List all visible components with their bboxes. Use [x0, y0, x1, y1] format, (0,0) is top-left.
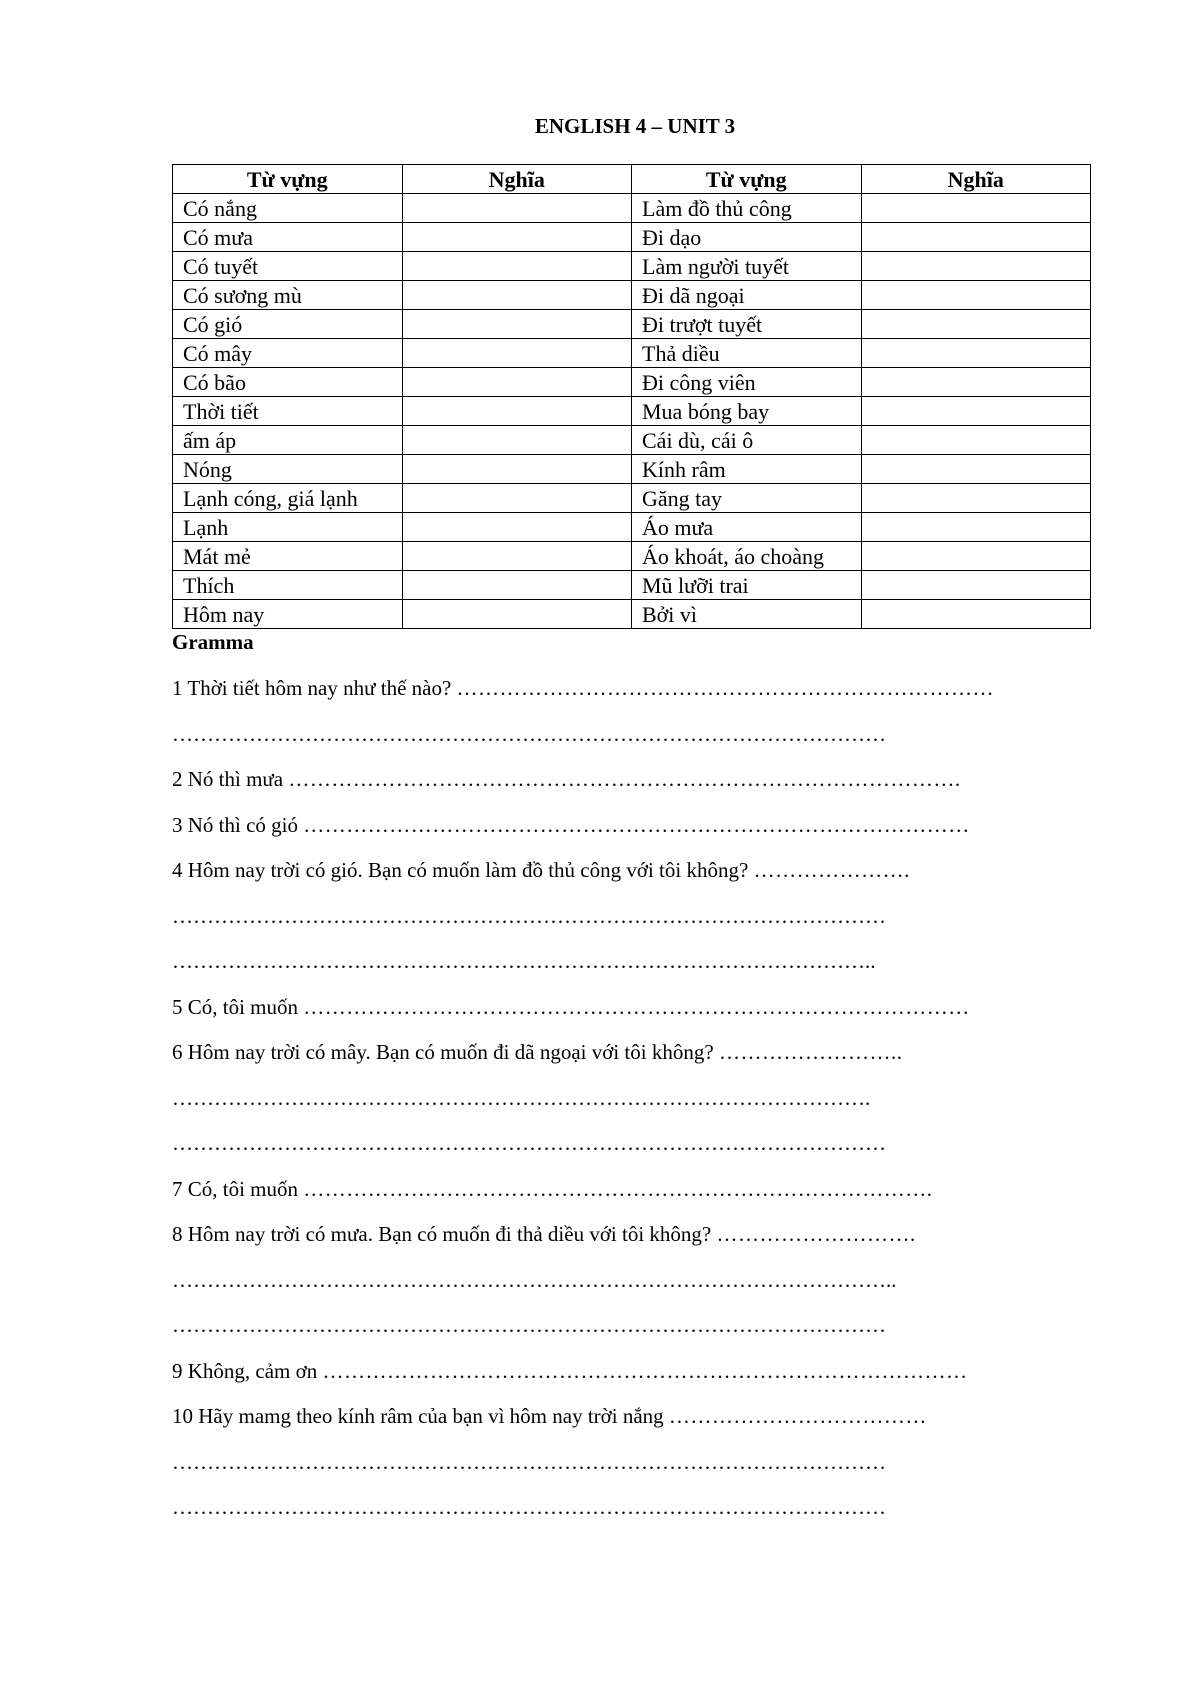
grammar-item [172, 1404, 927, 1429]
grammar-item [172, 1040, 902, 1065]
meaning-answer-cell[interactable] [861, 455, 1091, 484]
meaning-answer-cell[interactable] [861, 368, 1091, 397]
vocab-cell: Thả diều [632, 339, 862, 368]
grammar-item [172, 813, 970, 838]
meaning-answer-cell[interactable] [861, 194, 1091, 223]
grammar-item [172, 1222, 916, 1247]
grammar-heading: Gramma [172, 630, 254, 654]
meaning-answer-cell[interactable] [861, 513, 1091, 542]
vocab-cell: Cái dù, cái ô [632, 426, 862, 455]
grammar-question-text: 9 Không, cảm ơn [172, 1358, 318, 1383]
answer-blank-line[interactable]: ………………………………………………………………………………………… [172, 721, 886, 746]
table-row [173, 339, 1091, 368]
header-meaning-2: Nghĩa [861, 165, 1091, 194]
table-row [173, 281, 1091, 310]
meaning-answer-cell[interactable] [402, 339, 632, 368]
meaning-answer-cell[interactable] [861, 252, 1091, 281]
vocab-cell: Có mưa [173, 223, 403, 252]
answer-blank-line[interactable]: ……………………………………………………………………………………….. [172, 949, 876, 973]
table-row [173, 571, 1091, 600]
meaning-answer-cell[interactable] [402, 281, 632, 310]
vocab-cell: Có tuyết [173, 252, 403, 281]
meaning-answer-cell[interactable] [861, 397, 1091, 426]
vocab-cell: Hôm nay [173, 600, 403, 629]
vocab-cell: Thích [173, 571, 403, 600]
meaning-answer-cell[interactable] [402, 513, 632, 542]
vocab-cell: Mát mẻ [173, 542, 403, 571]
meaning-answer-cell[interactable] [861, 223, 1091, 252]
grammar-question-text: 8 Hôm nay trời có mưa. Bạn có muốn đi thả diều với tôi không? [172, 1222, 712, 1246]
vocab-cell: Mua bóng bay [632, 397, 862, 426]
header-vocab-2: Từ vựng [632, 165, 862, 194]
vocab-cell: Bởi vì [632, 600, 862, 629]
grammar-item [172, 1177, 933, 1202]
answer-blank[interactable]: ……………………………………………………………………………… [322, 1358, 968, 1383]
grammar-question-text: 2 Nó thì mưa [172, 767, 284, 791]
table-row [173, 426, 1091, 455]
table-row [173, 455, 1091, 484]
vocab-cell: Nóng [173, 455, 403, 484]
grammar-item [172, 858, 910, 883]
vocab-cell: ấm áp [173, 426, 403, 455]
meaning-answer-cell[interactable] [861, 484, 1091, 513]
vocab-cell: Lạnh [173, 513, 403, 542]
meaning-answer-cell[interactable] [402, 426, 632, 455]
meaning-answer-cell[interactable] [861, 571, 1091, 600]
answer-blank[interactable]: ………………………………………………………………… [456, 676, 995, 700]
grammar-item [172, 676, 994, 701]
table-row [173, 252, 1091, 281]
table-row [173, 223, 1091, 252]
table-row [173, 397, 1091, 426]
answer-blank-line[interactable]: ………………………………………………………………………………………… [172, 1313, 886, 1337]
answer-blank[interactable]: …………………………………………………………………………………. [288, 767, 961, 791]
grammar-question-text: 4 Hôm nay trời có gió. Bạn có muốn làm đồ thủ công với tôi không? [172, 858, 749, 882]
table-row [173, 194, 1091, 223]
table-row [173, 542, 1091, 571]
meaning-answer-cell[interactable] [402, 571, 632, 600]
meaning-answer-cell[interactable] [402, 600, 632, 629]
vocab-cell: Thời tiết [173, 397, 403, 426]
vocab-cell: Đi công viên [632, 368, 862, 397]
vocabulary-table [172, 164, 1091, 629]
answer-blank-line[interactable]: ………………………………………………………………………………………… [172, 903, 886, 928]
table-header-row [173, 165, 1091, 194]
meaning-answer-cell[interactable] [861, 310, 1091, 339]
table-row [173, 484, 1091, 513]
grammar-question-text: 5 Có, tôi muốn [172, 994, 299, 1019]
vocab-cell: Có gió [173, 310, 403, 339]
meaning-answer-cell[interactable] [861, 281, 1091, 310]
answer-blank[interactable]: ………………………………………………………………………………… [303, 994, 970, 1019]
grammar-question-text: 1 Thời tiết hôm nay như thế nào? [172, 676, 452, 700]
meaning-answer-cell[interactable] [861, 600, 1091, 629]
grammar-question-text: 7 Có, tôi muốn [172, 1176, 299, 1201]
answer-blank-line[interactable]: ………………………………………………………………………………………….. [172, 1267, 897, 1292]
grammar-item [172, 995, 970, 1020]
vocab-cell: Có sương mù [173, 281, 403, 310]
answer-blank-line[interactable]: ………………………………………………………………………………………… [172, 1131, 886, 1155]
vocab-cell: Đi dạo [632, 223, 862, 252]
table-row [173, 368, 1091, 397]
vocab-cell: Có bão [173, 368, 403, 397]
grammar-item [172, 1359, 968, 1384]
table-row [173, 310, 1091, 339]
meaning-answer-cell[interactable] [402, 484, 632, 513]
answer-blank[interactable]: …………………. [753, 858, 910, 882]
answer-blank[interactable]: ………………………………………………………………………………… [303, 812, 970, 837]
vocab-cell: Áo khoát, áo choàng [632, 542, 862, 571]
meaning-answer-cell[interactable] [402, 252, 632, 281]
vocab-cell: Lạnh cóng, giá lạnh [173, 484, 403, 513]
vocab-cell: Làm người tuyết [632, 252, 862, 281]
header-meaning-1: Nghĩa [402, 165, 632, 194]
meaning-answer-cell[interactable] [402, 542, 632, 571]
vocab-cell: Làm đồ thủ công [632, 194, 862, 223]
meaning-answer-cell[interactable] [402, 194, 632, 223]
table-row [173, 600, 1091, 629]
vocab-cell: Đi trượt tuyết [632, 310, 862, 339]
table-row [173, 513, 1091, 542]
meaning-answer-cell[interactable] [861, 542, 1091, 571]
grammar-question-text: 3 Nó thì có gió [172, 812, 298, 837]
answer-blank-line[interactable]: ………………………………………………………………………………………… [172, 1449, 886, 1474]
answer-blank[interactable]: ………………………. [716, 1222, 916, 1246]
vocab-cell: Có nắng [173, 194, 403, 223]
vocab-cell: Mũ lưỡi trai [632, 571, 862, 600]
meaning-answer-cell[interactable] [402, 310, 632, 339]
meaning-answer-cell[interactable] [861, 426, 1091, 455]
answer-blank-line[interactable]: ………………………………………………………………………………………… [172, 1495, 886, 1519]
page-title: ENGLISH 4 – UNIT 3 [534, 114, 736, 138]
header-vocab-1: Từ vựng [173, 165, 403, 194]
answer-blank[interactable]: ……………………………………………………………………………. [303, 1176, 933, 1201]
meaning-answer-cell[interactable] [402, 455, 632, 484]
vocab-cell: Có mây [173, 339, 403, 368]
grammar-question-text: 10 Hãy mamg theo kính râm của bạn vì hôm nay trời nắng [172, 1404, 664, 1428]
vocab-cell: Kính râm [632, 455, 862, 484]
meaning-answer-cell[interactable] [402, 397, 632, 426]
answer-blank-line[interactable]: ………………………………………………………………………………………. [172, 1085, 871, 1110]
answer-blank[interactable]: ……………………………… [668, 1404, 927, 1428]
meaning-answer-cell[interactable] [861, 339, 1091, 368]
grammar-item [172, 767, 961, 792]
vocab-cell: Đi dã ngoại [632, 281, 862, 310]
grammar-question-text: 6 Hôm nay trời có mây. Bạn có muốn đi dã ngoại với tôi không? [172, 1040, 714, 1064]
vocab-cell: Áo mưa [632, 513, 862, 542]
vocab-cell: Găng tay [632, 484, 862, 513]
answer-blank[interactable]: …………………….. [718, 1040, 903, 1064]
meaning-answer-cell[interactable] [402, 223, 632, 252]
meaning-answer-cell[interactable] [402, 368, 632, 397]
